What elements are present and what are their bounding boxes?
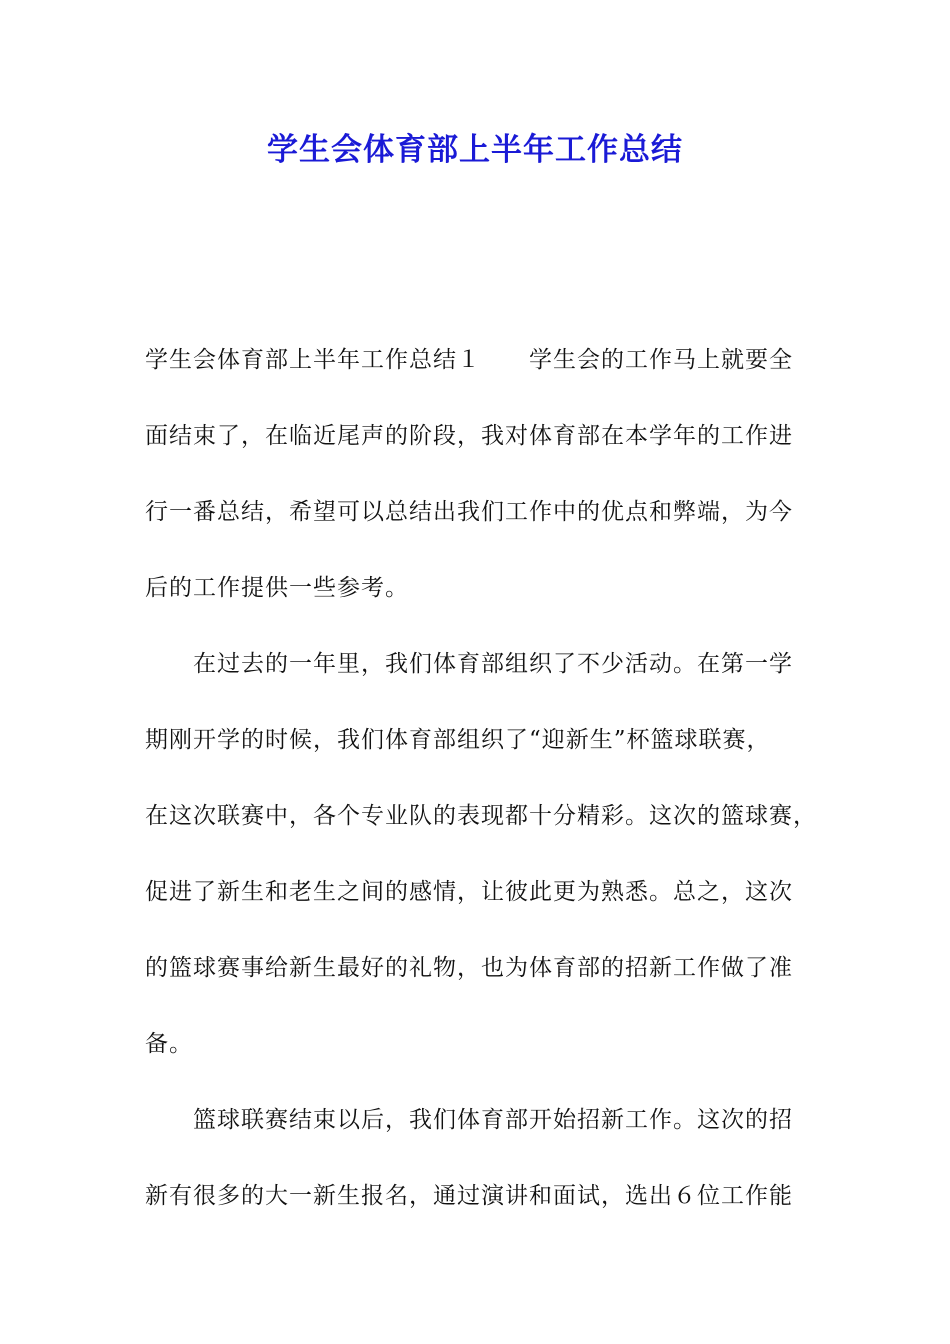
text-line: 新有很多的大一新生报名，通过演讲和面试，选出６位工作能 — [145, 1183, 793, 1209]
text-line: 的篮球赛事给新生最好的礼物，也为体育部的招新工作做了准 — [145, 955, 793, 981]
document-body — [145, 338, 817, 1250]
text-line: 在这次联赛中，各个专业队的表现都十分精彩。这次的篮球赛， — [145, 803, 817, 829]
text-line: 行一番总结，希望可以总结出我们工作中的优点和弊端，为今 — [145, 499, 793, 525]
text-line: 期刚开学的时候，我们体育部组织了“迎新生”杯篮球联赛， — [145, 727, 771, 753]
paragraph-3 — [145, 1098, 813, 1219]
text-line: 篮球联赛结束以后，我们体育部开始招新工作。这次的招 — [193, 1107, 793, 1133]
document-title: 学生会体育部上半年工作总结 — [267, 132, 683, 168]
text-line: 在过去的一年里，我们体育部组织了不少活动。在第一学 — [193, 651, 793, 677]
paragraph-1 — [145, 338, 813, 611]
text-line: 备。 — [145, 1031, 193, 1057]
text-line: 面结束了，在临近尾声的阶段，我对体育部在本学年的工作进 — [145, 423, 793, 449]
paragraph-2 — [145, 642, 817, 1067]
text-line: 促进了新生和老生之间的感情，让彼此更为熟悉。总之，这次 — [145, 879, 793, 905]
text-line: 后的工作提供一些参考。 — [145, 575, 409, 601]
text-line: 学生会体育部上半年工作总结１ 学生会的工作马上就要全 — [145, 347, 793, 373]
